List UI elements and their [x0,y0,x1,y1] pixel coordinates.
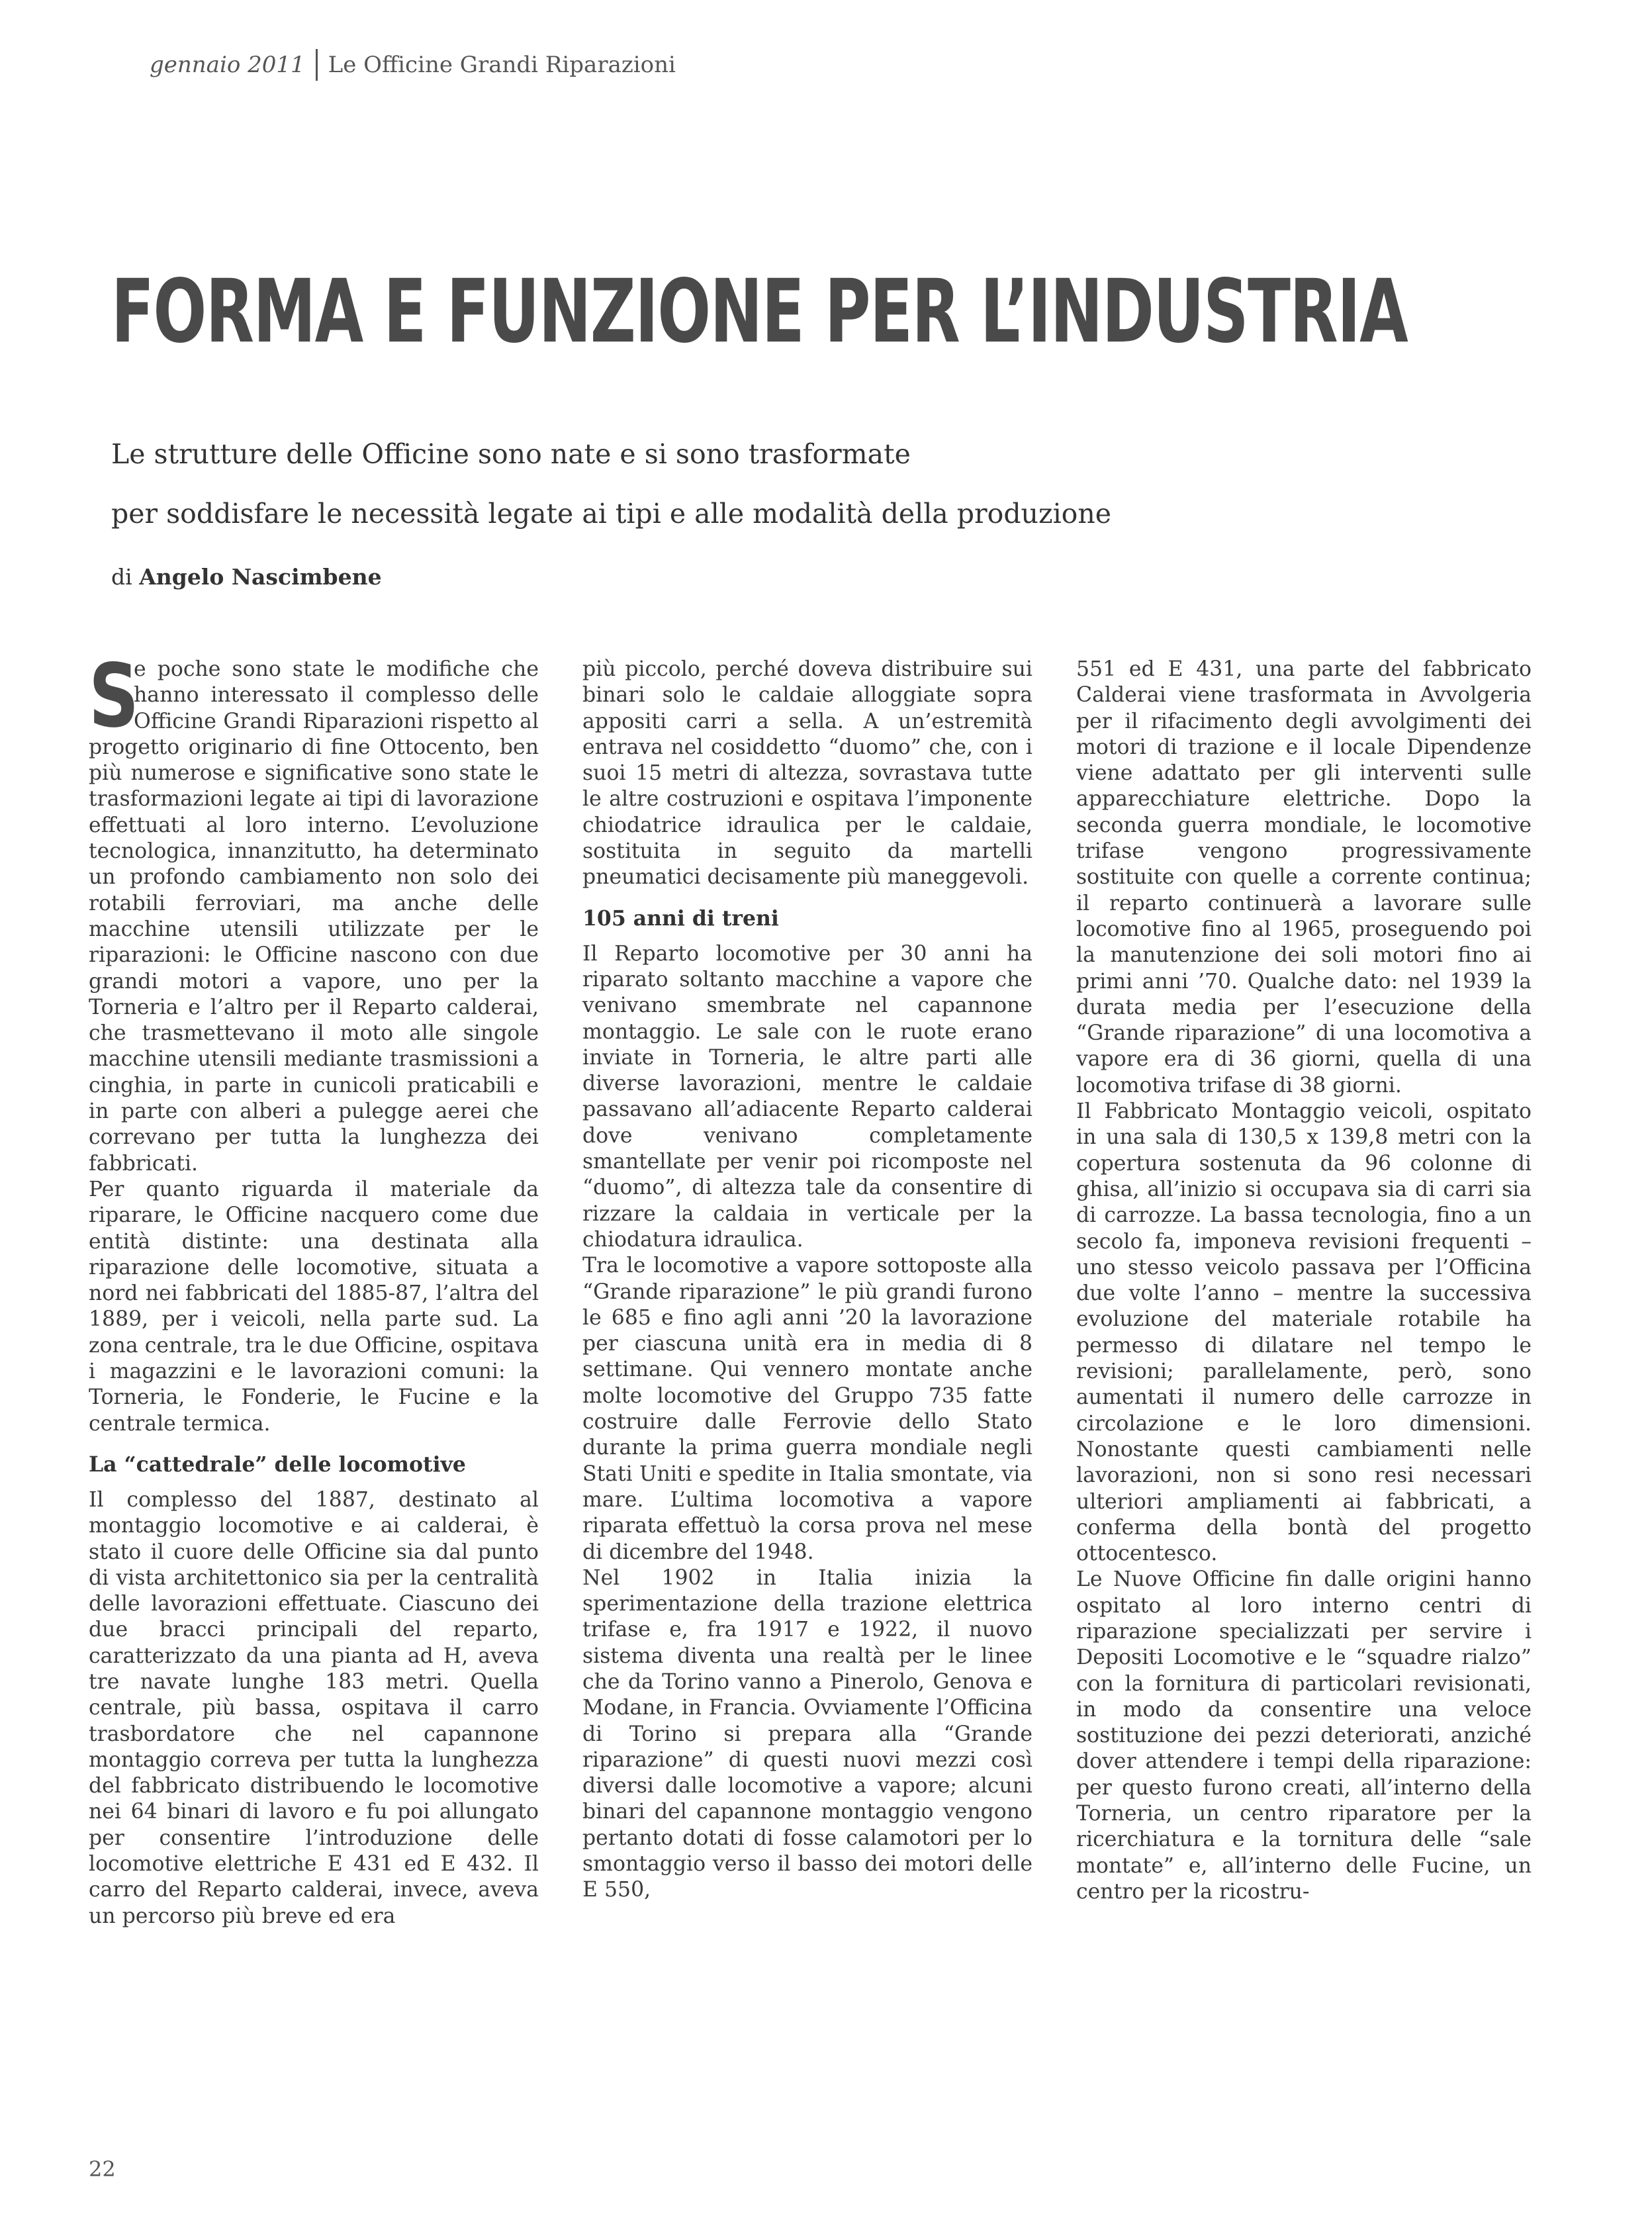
paragraph: Tra le locomotive a vapore sottoposte alla “Grande riparazione” le più grandi furono le 685 e fino agli anni ’20 la lavorazione per ciascuna unità era in media di 8 settimane. Qui vennero montate anche molte locomotive del Gruppo 735 fatte costruire dalle Ferrovie dello Stato durante la prima guerra mondiale negli Stati Uniti e spedite in Italia smontate, via mare. L’ultima locomotiva a vapore riparata effettuò la corsa prova nel mese di dicembre del 1948. [582,1254,1032,1564]
drop-cap: S [89,645,140,747]
paragraph: più piccolo, perché doveva distribuire sui binari solo le caldaie alloggiate sopra appositi carri a sella. A un’estremità entrava nel cosiddetto “duomo” che, con i suoi 15 metri di altezza, sovrastava tutte le altre costruzioni e ospitava l’imponente chiodatrice idraulica per le caldaie, sostituita in seguito da martelli pneumatici decisamente più maneggevoli. [582,657,1032,890]
paragraph [89,645,539,1177]
section-heading: La “cattedrale” delle locomotive [89,1452,466,1477]
text-column-2 [582,657,1032,1904]
running-header [150,49,676,81]
paragraph: Nel 1902 in Italia inizia la sperimentazione della trazione elettrica trifase e, fra 1917 e 1922, il nuovo sistema diventa una realtà per le linee che da Torino vanno a Pinerolo, Genova e Modane, in Francia. Ovviamente l’Officina di Torino si prepara alla “Grande riparazione” di questi nuovi mezzi così diversi dalle locomotive a vapore; alcuni binari del capannone montaggio vengono pertanto dotati di fosse calamotori per lo smontaggio verso il basso dei motori delle E 550, [582,1565,1032,1902]
subtitle-line-2: per soddisfare le necessità legate ai tipi e alle modalità della produzione [111,498,1112,530]
byline-prefix: di [111,564,132,590]
byline [111,564,382,590]
paragraph: 551 ed E 431, una parte del fabbricato Calderai viene trasformata in Avvolgeria per il rifacimento degli avvolgimenti dei motori di trazione e il locale Dipendenze viene adattato per gli interventi sulle apparecchiature elettriche. Dopo la seconda guerra mondiale, le locomotive trifase vengono progressivamente sostituite con quelle a corrente continua; il reparto continuerà a lavorare sulle locomotive fino al 1965, proseguendo poi la manutenzione dei soli motori fino ai primi anni ’70. Qualche dato: nel 1939 la durata media per l’esecuzione della “Grande riparazione” di una locomotiva a vapore era di 36 giorni, quella di una locomotiva trifase di 38 giorni. [1076,657,1532,1097]
section-name: Le Officine Grandi Riparazioni [328,52,676,78]
header-divider [316,49,318,81]
page-number: 22 [89,2157,116,2182]
paragraph: Il Fabbricato Montaggio veicoli, ospitato in una sala di 130,5 x 139,8 metri con la copertura sostenuta da 96 colonne di ghisa, all’inizio si occupava sia di carri sia di carrozze. La bassa tecnologia, fino a un secolo fa, imponeva revisioni frequenti – uno stesso veicolo passava per l’Officina due volte l’anno – mentre la successiva evoluzione del materiale rotabile ha permesso di dilatare nel tempo le revisioni; parallelamente, però, sono aumentati il numero delle carrozze in circolazione e le loro dimensioni. Nonostante questi cambiamenti nelle lavorazioni, non si sono resi necessari ulteriori ampliamenti ai fabbricati, a conferma della bontà del progetto ottocentesco. [1076,1099,1532,1566]
section-heading: 105 anni di treni [582,906,779,931]
article-title: FORMA E FUNZIONE PER L’INDUSTRIA [111,261,1408,363]
issue-date: gennaio 2011 [150,52,305,78]
paragraph: Il complesso del 1887, destinato al montaggio locomotive e ai calderai, è stato il cuore delle Officine sia dal punto di vista architettonico sia per la centralità delle lavorazioni effettuate. Ciascuno dei due bracci principali del reparto, caratterizzato da una pianta ad H, aveva tre navate lunghe 183 metri. Quella centrale, più bassa, ospitava il carro trasbordatore che nel capannone montaggio correva per tutta la lunghezza del fabbricato distribuendo le locomotive nei 64 binari di lavoro e fu poi allungato per consentire l’introduzione delle locomotive elettriche E 431 ed E 432. Il carro del Reparto calderai, invece, aveva un percorso più breve ed era [89,1487,539,1928]
paragraph-text: e poche sono state le modifiche che hanno interessato il complesso delle Officine Grandi Riparazioni rispetto al progetto originario di fine Ottocento, ben più numerose e significative sono state le trasformazioni legate ai tipi di lavorazione effettuati al loro interno. L’evoluzione tecnologica, innanzitutto, ha determinato un profondo cambiamento non solo dei rotabili ferroviari, ma anche delle macchine utensili utilizzate per le riparazioni: le Officine nascono con due grandi motori a vapore, uno per la Torneria e l’altro per il Reparto calderai, che trasmettevano il moto alle singole macchine utensili mediante trasmissioni a cinghia, in parte in cunicoli praticabili e in parte con alberi a pulegge aerei che correvano per tutta la lunghezza dei fabbricati. [89,657,539,1176]
paragraph: Il Reparto locomotive per 30 anni ha riparato soltanto macchine a vapore che venivano smembrate nel capannone montaggio. Le sale con le ruote erano inviate in Torneria, le altre parti alle diverse lavorazioni, mentre le caldaie passavano all’adiacente Reparto calderai dove venivano completamente smantellate per venir poi ricomposte nel “duomo”, di altezza tale da consentire di rizzare la caldaia in verticale per la chiodatura idraulica. [582,941,1032,1252]
subtitle-line-1: Le strutture delle Officine sono nate e si sono trasformate [111,438,911,470]
paragraph: Per quanto riguarda il materiale da riparare, le Officine nacquero come due entità distinte: una destinata alla riparazione delle locomotive, situata a nord nei fabbricati del 1885-87, l’altra del 1889, per i veicoli, nella parte sud. La zona centrale, tra le due Officine, ospitava i magazzini e le lavorazioni comuni: la Torneria, le Fonderie, le Fucine e la centrale termica. [89,1177,539,1436]
text-column-3 [1076,657,1532,1905]
author-name: Angelo Nascimbene [139,564,382,590]
text-column-1 [89,645,539,1929]
paragraph: Le Nuove Officine fin dalle origini hanno ospitato al loro interno centri di riparazione specializzati per servire i Depositi Locomotive e le “squadre rialzo” con la fornitura di particolari revisionati, in modo da consentire una veloce sostituzione dei pezzi deteriorati, anziché dover attendere i tempi della riparazione: per questo furono creati, all’interno della Torneria, un centro riparatore per la ricerchiatura e la tornitura delle “sale montate” e, all’interno delle Fucine, un centro per la ricostru- [1076,1567,1532,1904]
